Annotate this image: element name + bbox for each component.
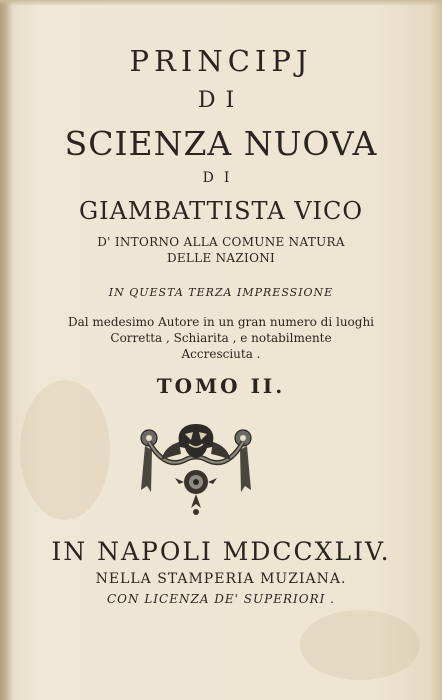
imprint-license: CON LICENZA DE' SUPERIORI . — [107, 592, 335, 606]
page-top-edge — [0, 0, 442, 6]
title-di-2: DI — [202, 170, 240, 186]
paper-stain — [20, 380, 110, 520]
subtitle-line-1: D' INTORNO ALLA COMUNE NATURA — [97, 235, 345, 249]
eagle-garland-icon — [135, 420, 257, 516]
title-di-1: DI — [197, 88, 245, 113]
imprint-printer: NELLA STAMPERIA MUZIANA. — [95, 571, 347, 587]
edition-note-line-3: Accresciuta . — [181, 347, 261, 361]
edition-note-line-1: Dal medesimo Autore in un gran numero di luoghi — [67, 315, 375, 329]
subtitle-line-2: DELLE NAZIONI — [166, 251, 276, 265]
title-line-2: SCIENZA NUOVA — [64, 124, 378, 163]
volume-label: TOMO II. — [156, 374, 286, 398]
paper-stain — [300, 610, 420, 680]
edition-note-line-2: Corretta , Schiarita , e notabilmente — [110, 331, 332, 345]
author-name: GIAMBATTISTA VICO — [78, 197, 364, 225]
imprint-place-date: IN NAPOLI MDCCXLIV. — [51, 537, 391, 566]
title-line-1: PRINCIPJ — [129, 44, 313, 78]
impression-line: IN QUESTA TERZA IMPRESSIONE — [108, 286, 334, 299]
